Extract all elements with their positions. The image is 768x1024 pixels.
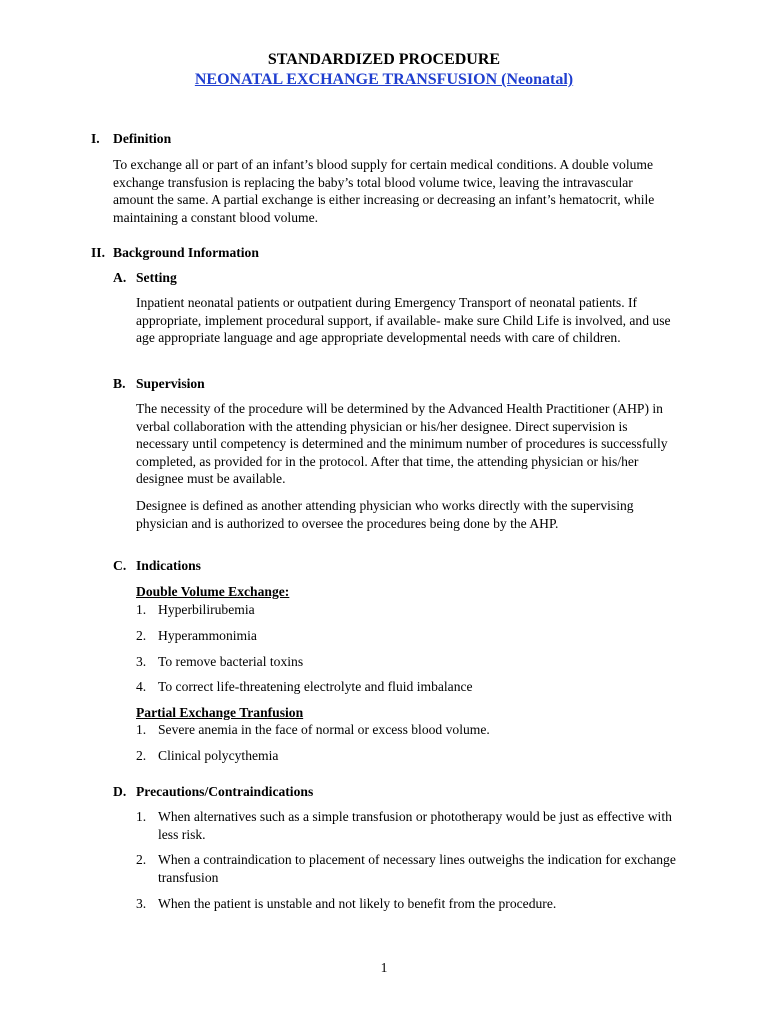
section-2-number: II.: [91, 245, 105, 260]
partial-exchange-heading: Partial Exchange Tranfusion: [136, 705, 304, 720]
list-item-number: 3.: [136, 654, 147, 669]
list-item-number: 1.: [136, 722, 147, 737]
subsection-a-title: Setting: [136, 270, 177, 285]
list-item-number: 4.: [136, 679, 147, 694]
list-item: Hyperbilirubemia: [158, 602, 255, 617]
list-item: When the patient is unstable and not likely to benefit from the procedure.: [158, 896, 557, 911]
list-item-number: 1.: [136, 809, 147, 824]
list-item: When alternatives such as a simple transfusion or phototherapy would be just as effective with less risk.: [158, 809, 672, 842]
section-2-title: Background Information: [113, 245, 259, 260]
subsection-b-letter: B.: [113, 376, 126, 391]
list-item: To remove bacterial toxins: [158, 654, 304, 669]
list-item-number: 3.: [136, 896, 147, 911]
subsection-d-title: Precautions/Contraindications: [136, 784, 314, 799]
supervision-paragraph-1: The necessity of the procedure will be determined by the Advanced Health Practitioner (AHP) in verbal collaboration with the attending physician or his/her designee. Direct supervision is necessary until competency is determined and the minimum number of procedures is successfully completed, as provided for in the protocol. After that time, the attending physician or his/her designee must be available.: [136, 401, 668, 486]
list-item-number: 2.: [136, 852, 147, 867]
section-1-title: Definition: [113, 131, 172, 146]
subsection-a-letter: A.: [113, 270, 127, 285]
section-1-number: I.: [91, 131, 100, 146]
list-item-number: 1.: [136, 602, 147, 617]
list-item: When a contraindication to placement of necessary lines outweighs the indication for exchange transfusion: [158, 852, 676, 885]
page-number: 1: [380, 960, 388, 975]
double-volume-heading: Double Volume Exchange:: [136, 584, 290, 599]
list-item-number: 2.: [136, 748, 147, 763]
subsection-c-letter: C.: [113, 558, 127, 573]
list-item: Severe anemia in the face of normal or excess blood volume.: [158, 722, 490, 737]
list-item-number: 2.: [136, 628, 147, 643]
subsection-b-title: Supervision: [136, 376, 205, 391]
setting-paragraph: Inpatient neonatal patients or outpatient during Emergency Transport of neonatal patients. If appropriate, implement procedural support, if available- make sure Child Life is involved, and use age appropriate language and age appropriate developmental needs with care of children.: [136, 295, 671, 345]
supervision-paragraph-2: Designee is defined as another attending physician who works directly with the supervising physician and is authorized to oversee the procedures being done by the AHP.: [136, 498, 634, 531]
list-item: To correct life-threatening electrolyte and fluid imbalance: [158, 679, 473, 694]
list-item: Hyperammonimia: [158, 628, 257, 643]
list-item: Clinical polycythemia: [158, 748, 279, 763]
subsection-d-letter: D.: [113, 784, 127, 799]
subsection-c-title: Indications: [136, 558, 201, 573]
document-title: STANDARDIZED PROCEDURE: [267, 51, 501, 68]
section-1-paragraph: To exchange all or part of an infant’s blood supply for certain medical conditions. A double volume exchange transfusion is replacing the baby’s total blood volume twice, leaving the intravascular amount the same. A partial exchange is either increasing or decreasing an infant’s hematocrit, while maintaining a constant blood volume.: [113, 157, 655, 225]
document-subtitle: NEONATAL EXCHANGE TRANSFUSION (Neonatal): [194, 71, 574, 88]
